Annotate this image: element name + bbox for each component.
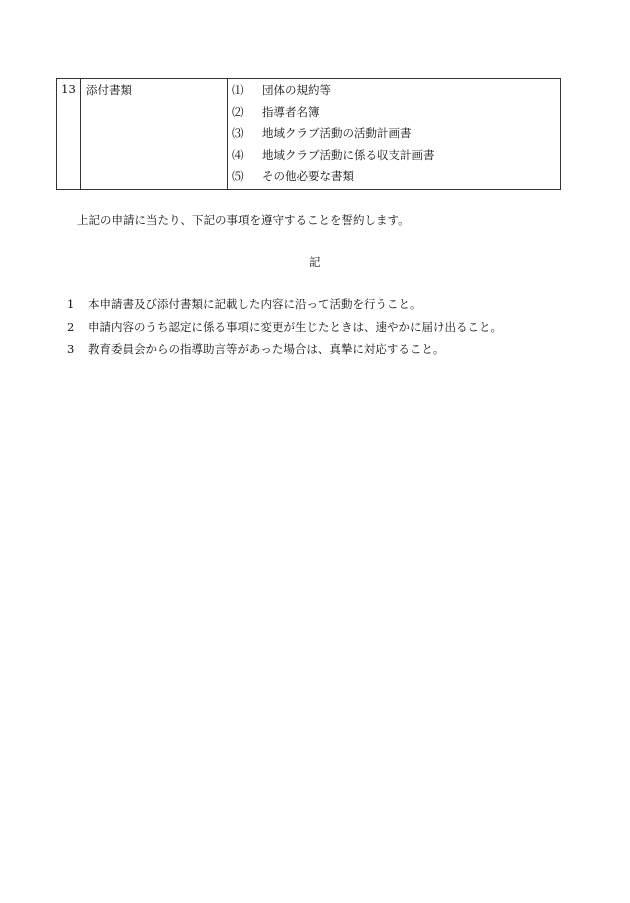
item-text: 地域クラブ活動の活動計画書 [262, 126, 412, 140]
attachment-list [228, 79, 561, 190]
item-marker: ⑴ [232, 83, 244, 97]
list-item [232, 146, 560, 168]
item-marker: ⑷ [232, 147, 244, 162]
list-item [232, 103, 560, 125]
item-marker: ⑶ [232, 126, 244, 140]
clause-number: 2 [67, 319, 75, 334]
list-item [232, 81, 560, 103]
item-marker: ⑵ [232, 104, 244, 119]
clause-number: 1 [67, 297, 75, 311]
row-number: 13 [57, 79, 81, 190]
clause-item [67, 294, 502, 317]
ki-heading: 記 [309, 255, 321, 269]
clause-text: 申請内容のうち認定に係る事項に変更が生じたときは、速やかに届け出ること。 [88, 319, 502, 334]
item-text: 指導者名簿 [262, 104, 320, 119]
table-row [57, 79, 561, 190]
pledge-statement: 上記の申請に当たり、下記の事項を遵守することを誓約します。 [77, 213, 410, 227]
clause-item [67, 317, 502, 340]
item-marker: ⑸ [232, 169, 244, 183]
item-text: 地域クラブ活動に係る収支計画書 [262, 147, 435, 162]
clause-text: 教育委員会からの指導助言等があった場合は、真摯に対応すること。 [88, 342, 445, 356]
list-item [232, 167, 560, 189]
attachments-table [56, 78, 561, 190]
item-text: 団体の規約等 [262, 83, 331, 97]
item-text: その他必要な書類 [262, 169, 354, 183]
clause-text: 本申請書及び添付書類に記載した内容に沿って活動を行うこと。 [88, 297, 422, 311]
row-label: 添付書類 [81, 79, 228, 190]
clause-number: 3 [67, 342, 75, 356]
list-item [232, 124, 560, 146]
clause-item [67, 339, 502, 362]
clause-list [67, 294, 502, 362]
